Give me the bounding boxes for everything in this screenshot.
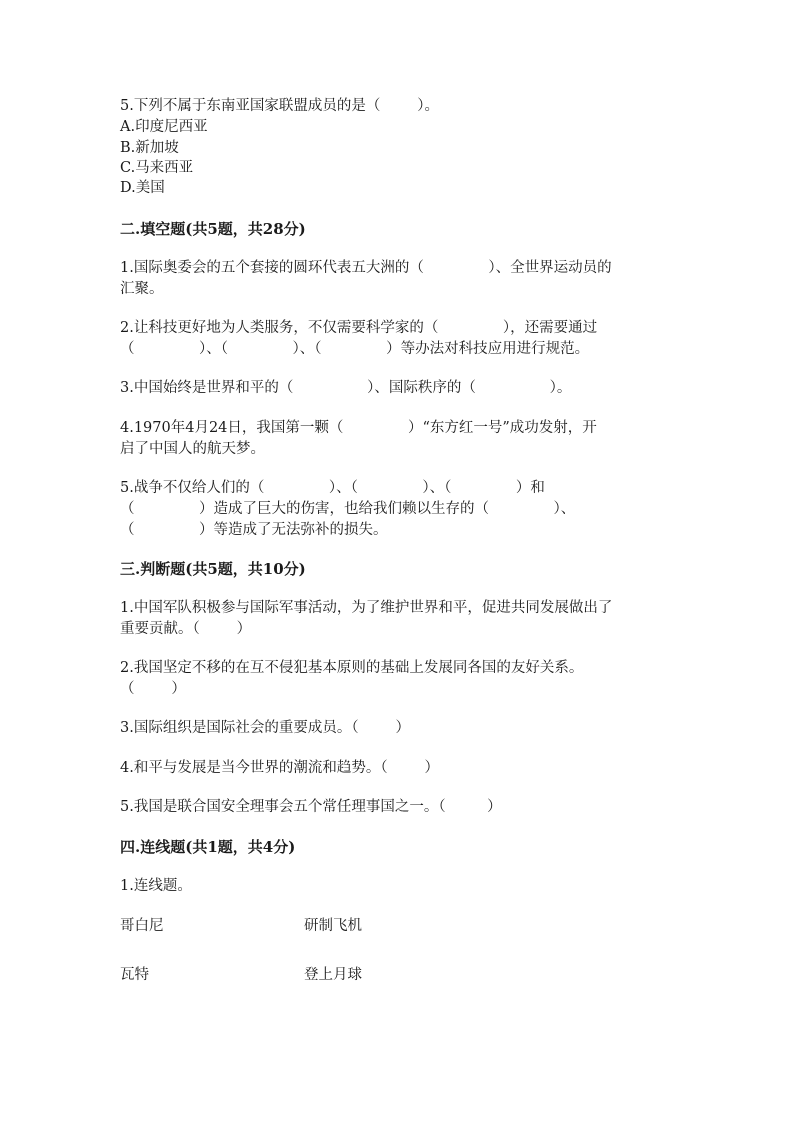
match-right-item: 研制飞机: [304, 918, 362, 934]
judge-q2-line1: 2.我国坚定不移的在互不侵犯基本原则的基础上发展同各国的友好关系。: [120, 660, 584, 676]
fill-q2-line1: 2.让科技更好地为人类服务，不仅需要科学家的（ ），还需要通过: [120, 320, 598, 336]
match-instruction: 1.连线题。: [120, 878, 192, 894]
fill-q1-line2: 汇聚。: [120, 281, 164, 297]
fill-q4-line2: 启了中国人的航天梦。: [120, 441, 265, 457]
match-left-item: 哥白尼: [120, 918, 164, 934]
match-section-heading: 四.连线题(共1题，共4分): [120, 838, 296, 856]
option-c: C.马来西亚: [120, 160, 194, 176]
fill-q5-line2: （ ）造成了巨大的伤害，也给我们赖以生存的（ ）、: [120, 501, 576, 517]
match-left-item: 瓦特: [120, 967, 149, 983]
match-right-item: 登上月球: [304, 967, 362, 983]
judge-q5-line1: 5.我国是联合国安全理事会五个常任理事国之一。（ ）: [120, 799, 502, 815]
judge-q2-line2: （ ）: [120, 681, 186, 697]
judge-q3-line1: 3.国际组织是国际社会的重要成员。（ ）: [120, 720, 410, 736]
fill-q3-line1: 3.中国始终是世界和平的（ ）、国际秩序的（ ）。: [120, 380, 572, 396]
judge-q1-line2: 重要贡献。（ ）: [120, 621, 252, 637]
fill-section-heading: 二.填空题(共5题，共28分): [120, 220, 306, 238]
judge-q1-line1: 1.中国军队积极参与国际军事活动，为了维护世界和平，促进共同发展做出了: [120, 600, 613, 616]
option-b: B.新加坡: [120, 140, 179, 156]
fill-q4-line1: 4.1970年4月24日，我国第一颗（ ）“东方红一号”成功发射，开: [120, 420, 597, 436]
option-d: D.美国: [120, 180, 165, 196]
judge-q4-line1: 4.和平与发展是当今世界的潮流和趋势。（ ）: [120, 760, 439, 776]
fill-q5-line3: （ ）等造成了无法弥补的损失。: [120, 522, 388, 538]
judge-section-heading: 三.判断题(共5题，共10分): [120, 560, 306, 578]
fill-q2-line2: （ ）、（ ）、（ ）等办法对科技应用进行规范。: [120, 341, 590, 357]
fill-q5-line1: 5.战争不仅给人们的（ ）、（ ）、（ ）和: [120, 480, 545, 496]
choice-question-stem: 5.下列不属于东南亚国家联盟成员的是（ ）。: [120, 98, 439, 114]
fill-q1-line1: 1.国际奥委会的五个套接的圆环代表五大洲的（ ）、全世界运动员的: [120, 260, 612, 276]
option-a: A.印度尼西亚: [120, 119, 208, 135]
